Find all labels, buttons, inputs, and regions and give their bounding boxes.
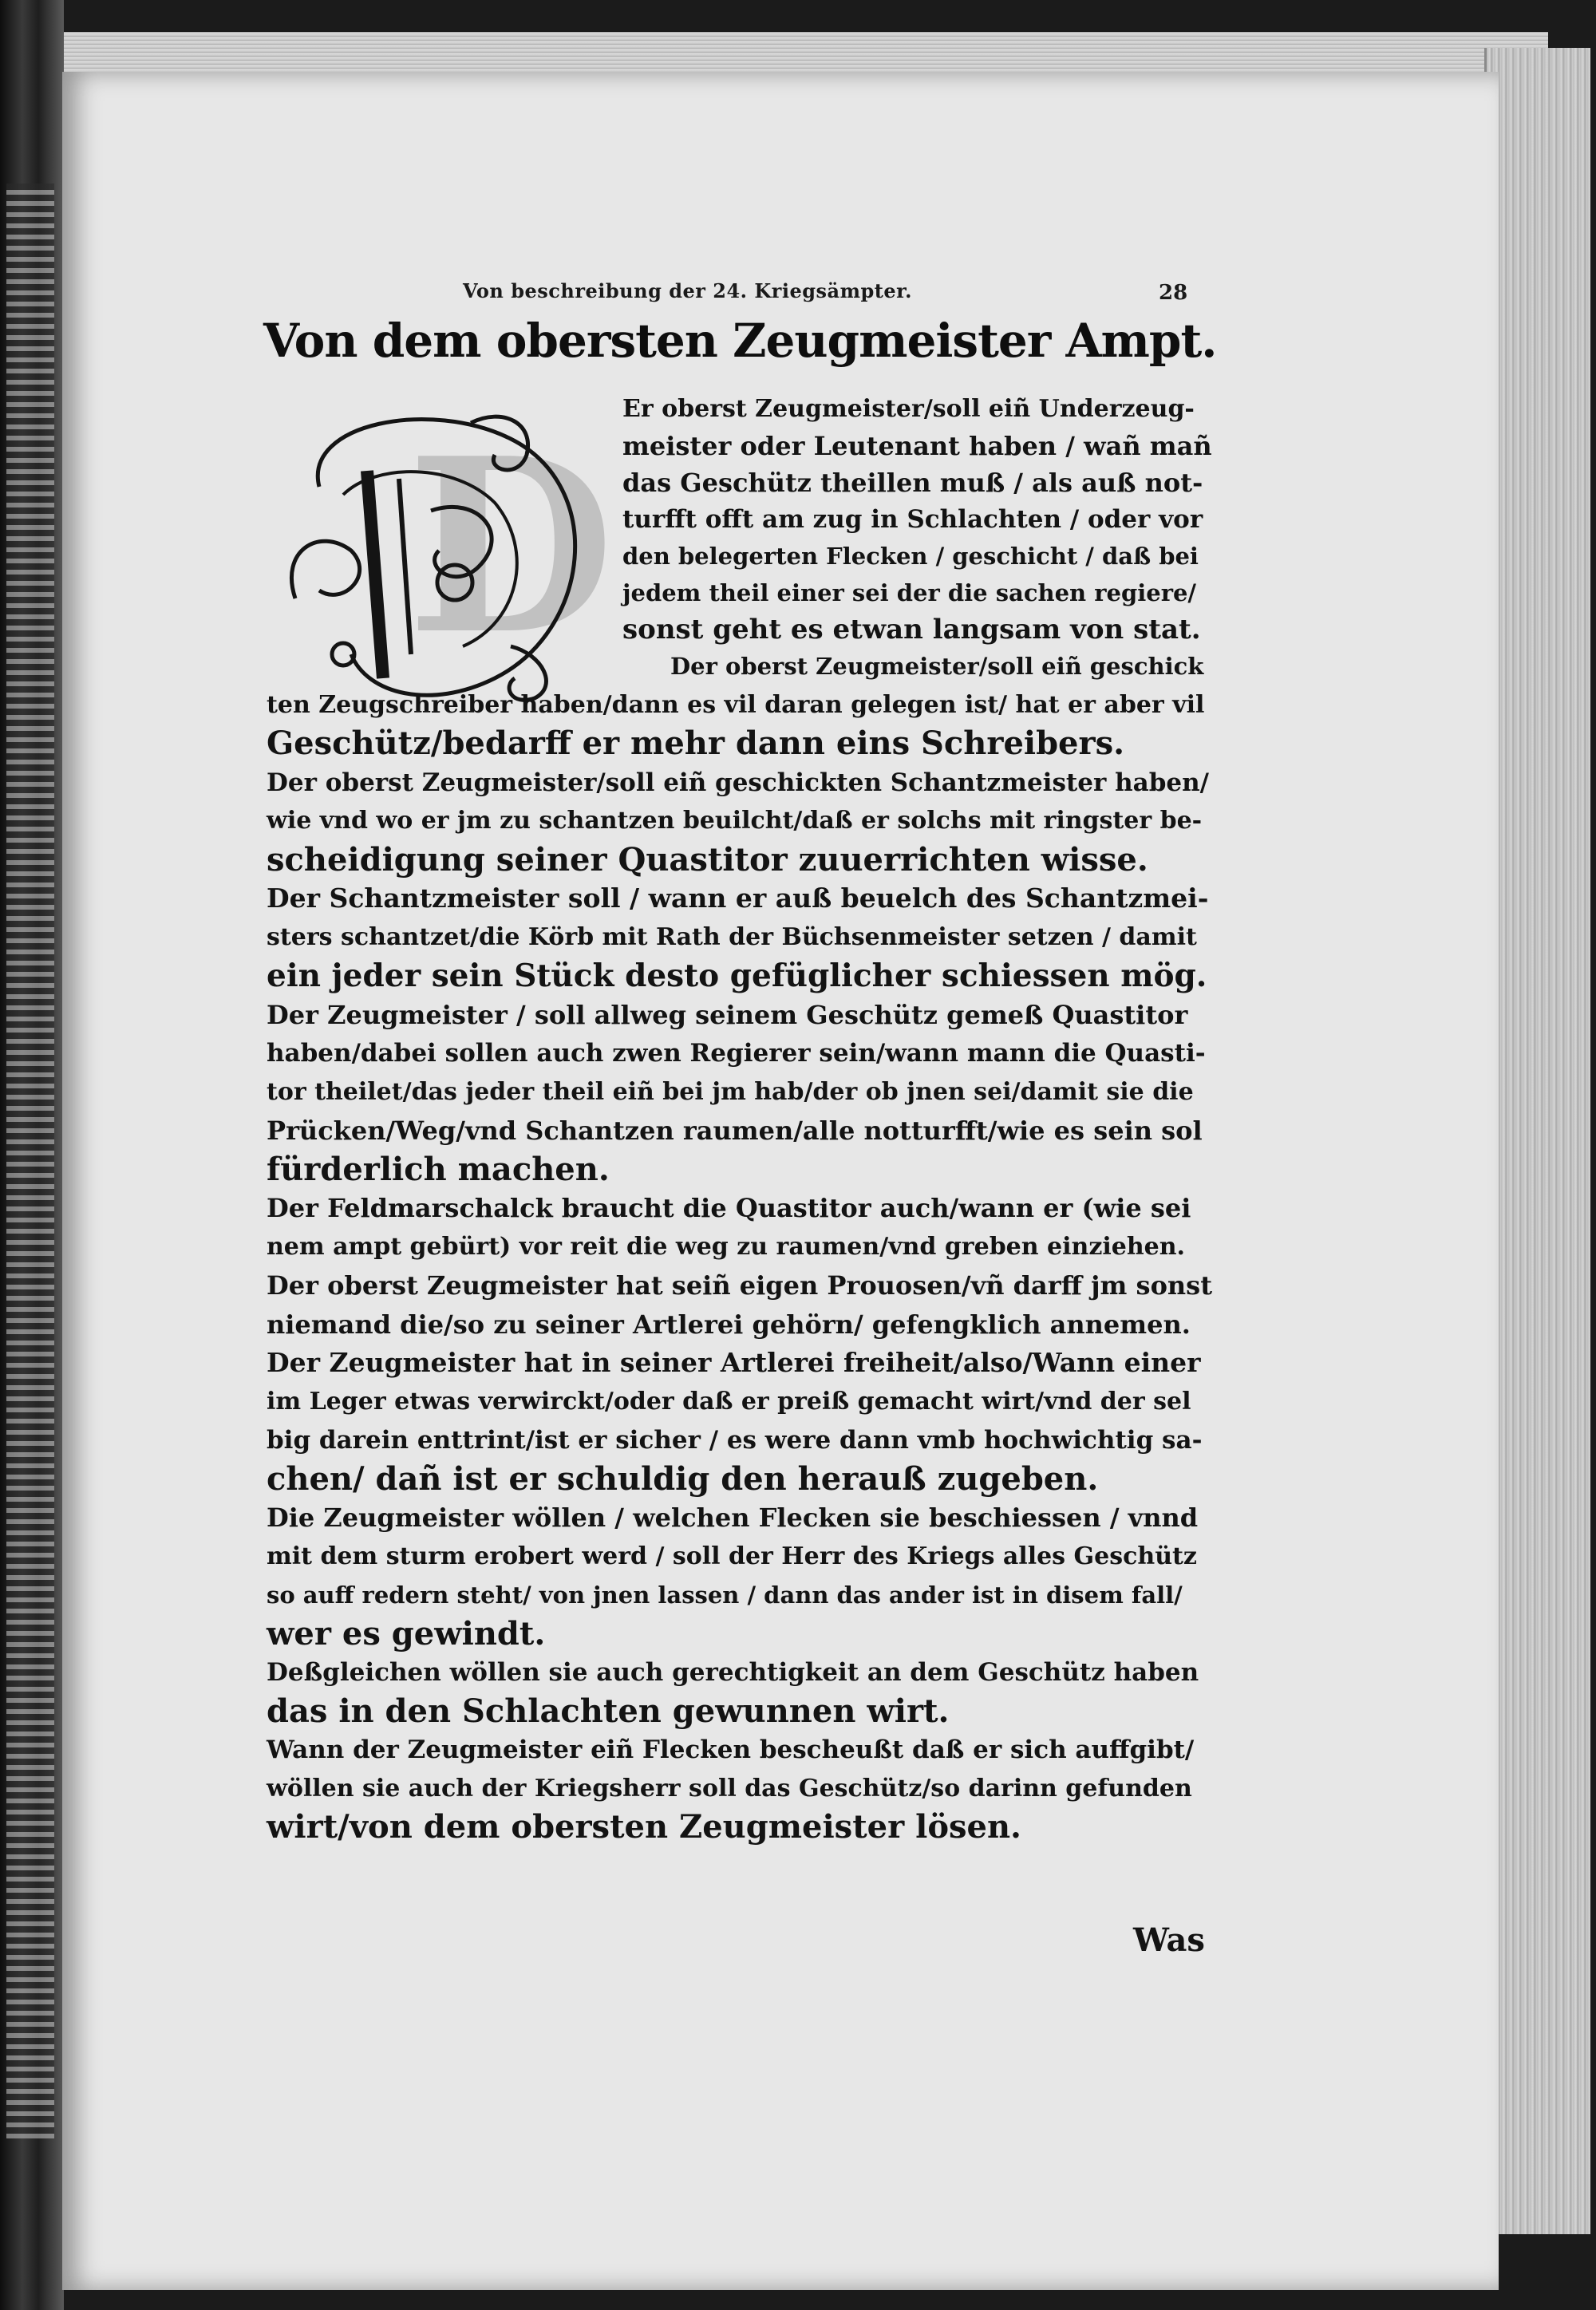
text-line: Er oberst Zeugmeister/soll eiñ Underzeug- bbox=[622, 395, 1195, 423]
initial-letter: D bbox=[407, 405, 614, 687]
text-line: Der Zeugmeister hat in seiner Artlerei freiheit/also/Wann einer bbox=[267, 1347, 1201, 1378]
text-line: Der oberst Zeugmeister hat seiñ eigen Prouosen/vñ darff jm sonst bbox=[267, 1270, 1212, 1301]
text-line: Geschütz/bedarff er mehr dann eins Schreibers. bbox=[267, 725, 1125, 762]
text-line: Der oberst Zeugmeister/soll eiñ geschick bbox=[670, 653, 1204, 680]
text-line: fürderlich machen. bbox=[267, 1150, 610, 1188]
text-line: wer es gewindt. bbox=[267, 1614, 546, 1653]
text-line: meister oder Leutenant haben / wañ mañ bbox=[622, 431, 1212, 461]
text-line: sonst geht es etwan langsam von stat. bbox=[622, 614, 1201, 646]
text-line: Der oberst Zeugmeister/soll eiñ geschickten Schantzmeister haben/ bbox=[267, 768, 1209, 797]
text-line: mit dem sturm erobert werd / soll der Herr des Kriegs alles Geschütz bbox=[267, 1542, 1197, 1570]
decorated-initial bbox=[271, 391, 614, 710]
text-line: scheidigung seiner Quastitor zuuerrichten wisse. bbox=[267, 840, 1148, 879]
text-line: so auff redern steht/ von jnen lassen / dann das ander ist in disem fall/ bbox=[267, 1581, 1183, 1609]
text-line: Der Feldmarschalck braucht die Quastitor auch/wann er (wie sei bbox=[267, 1193, 1191, 1223]
adjacent-page-edge bbox=[0, 0, 64, 2310]
text-line: haben/dabei sollen auch zwen Regierer sein/wann mann die Quasti- bbox=[267, 1039, 1206, 1068]
text-line: chen/ dañ ist er schuldig den herauß zugeben. bbox=[267, 1459, 1099, 1498]
text-line: tor theilet/das jeder theil eiñ bei jm hab/der ob jnen sei/damit sie die bbox=[267, 1077, 1194, 1106]
catchword: Was bbox=[1133, 1921, 1205, 1959]
text-line: Wann der Zeugmeister eiñ Flecken bescheußt daß er sich auffgibt/ bbox=[267, 1735, 1195, 1764]
text-line: Prücken/Weg/vnd Schantzen raumen/alle notturfft/wie es sein sol bbox=[267, 1116, 1203, 1146]
page-number: 28 bbox=[1159, 281, 1188, 305]
text-line: wie vnd wo er jm zu schantzen beuilcht/daß er solchs mit ringster be- bbox=[267, 807, 1203, 835]
text-line: den belegerten Flecken / geschicht / daß bei bbox=[622, 543, 1199, 570]
text-line: das in den Schlachten gewunnen wirt. bbox=[267, 1692, 950, 1730]
text-line: Der Schantzmeister soll / wann er auß beuelch des Schantzmei- bbox=[267, 883, 1209, 914]
page-stack-right bbox=[1484, 48, 1590, 2234]
text-line: im Leger etwas verwirckt/oder daß er preiß gemacht wirt/vnd der sel bbox=[267, 1387, 1191, 1416]
text-line: turfft offt am zug in Schlachten / oder vor bbox=[622, 505, 1203, 534]
text-line: Deßgleichen wöllen sie auch gerechtigkeit an dem Geschütz haben bbox=[267, 1658, 1199, 1687]
text-line: das Geschütz theillen muß / als auß not- bbox=[622, 468, 1203, 498]
text-line: Der Zeugmeister / soll allweg seinem Geschütz gemeß Quastitor bbox=[267, 999, 1188, 1030]
text-line: wöllen sie auch der Kriegsherr soll das Geschütz/so darinn gefunden bbox=[267, 1774, 1192, 1803]
text-line: ten Zeugschreiber haben/dann es vil daran gelegen ist/ hat er aber vil bbox=[267, 690, 1205, 719]
text-line: wirt/von dem obersten Zeugmeister lösen. bbox=[267, 1808, 1021, 1846]
text-line: big darein enttrint/ist er sicher / es were dann vmb hochwichtig sa- bbox=[267, 1426, 1203, 1455]
text-line: Die Zeugmeister wöllen / welchen Flecken sie beschiessen / vnnd bbox=[267, 1502, 1199, 1533]
text-line: sters schantzet/die Körb mit Rath der Büchsenmeister setzen / damit bbox=[267, 922, 1197, 951]
running-head: Von beschreibung der 24. Kriegsämpter. bbox=[463, 279, 912, 302]
adjacent-woodcut-border bbox=[6, 184, 54, 2138]
chapter-title: Von dem obersten Zeugmeister Ampt. bbox=[263, 314, 1217, 368]
text-line: niemand die/so zu seiner Artlerei gehörn/ gefengklich annemen. bbox=[267, 1309, 1191, 1340]
text-line: nem ampt gebürt) vor reit die weg zu raumen/vnd greben einziehen. bbox=[267, 1232, 1185, 1261]
text-line: ein jeder sein Stück desto gefüglicher schiessen mög. bbox=[267, 958, 1207, 994]
page-stack-top bbox=[64, 32, 1548, 76]
text-line: jedem theil einer sei der die sachen regiere/ bbox=[622, 579, 1197, 606]
